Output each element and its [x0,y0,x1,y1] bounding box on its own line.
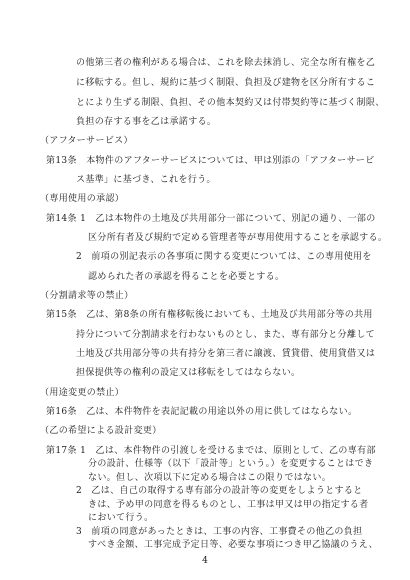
article-first-line: 第13条 本物件のアフターサービスについては、甲は別添の「アフターサービ [46,156,375,166]
text-line: 認められた者の承認を得ることを必要とする。 [88,272,285,282]
text-line: ス基準」に基づき、これを行う。 [76,175,216,185]
text-line: に移転する。但し、規約に基づく制限、負担及び建物を区分所有するこ [76,78,376,88]
text-line: とにより生ずる制限、負担、その他本契約又は付帯契約等に基づく制限、 [76,98,385,108]
text-line: きは、予め甲の同意を得るものとし、工事は甲又は甲の指定する者 [88,500,369,510]
article-first-line: 第15条 乙は、第8条の所有権移転後においても、土地及び共用部分等の共用 [46,310,373,320]
section-heading: （分割請求等の禁止） [40,291,134,301]
text-line: 担保提供等の権利の設定又は移転をしてはならない。 [76,368,301,378]
text-line: 土地及び共用部分等の共有持分を第三者に譲渡、賃貸借、使用貸借又は [76,349,376,359]
article-first-line: 第16条 乙は、本件物件を表記記載の用途以外の用に供してはならない。 [46,407,358,417]
section-heading: （用途変更の禁止） [40,388,125,398]
section-heading: （アフターサービス） [40,136,133,146]
page-number: 4 [202,556,208,566]
article-first-line: 第14条 1 乙は本物件の土地及び共用部分一部について、別記の通り、一部の [46,214,376,224]
paragraph-first-line: 3 前項の同意があったときは、工事の内容、工事費その他乙の負担 [76,527,363,537]
section-heading: （乙の希望による設計変更） [40,426,162,436]
text-line: において行う。 [88,513,154,523]
text-line: 分の設計、仕様等（以下「設計等」という。）を変更することはでき [88,459,374,469]
text-line: すべき金額、工事完成予定日等、必要な事項につき甲乙協議のうえ、 [88,540,379,550]
text-line: 負担の存する事を乙は承諾する。 [76,117,217,127]
article-first-line: 第17条 1 乙は、本件物件の引渡しを受けるまでは、原則として、乙の専有部 [46,446,376,456]
section-heading: （専用使用の承認） [40,194,125,204]
text-line: 持分について分割請求を行わないものとし、また、専有部分と分離して [76,330,376,340]
text-line: ない。但し、次項以下に定める場合はこの限りではない。 [88,473,332,483]
paragraph-first-line: 2 前項の別記表示の各事項に関する変更については、この専用使用を [76,252,372,262]
text-line: の他第三者の権利がある場合は、これを除去抹消し、完全な所有権を乙 [76,58,376,68]
paragraph-first-line: 2 乙は、自己の取得する専有部分の設計等の変更をしようとすると [76,486,363,496]
text-line: 区分所有者及び規約で定める管理者等が専用使用することを承認する。 [88,233,388,243]
